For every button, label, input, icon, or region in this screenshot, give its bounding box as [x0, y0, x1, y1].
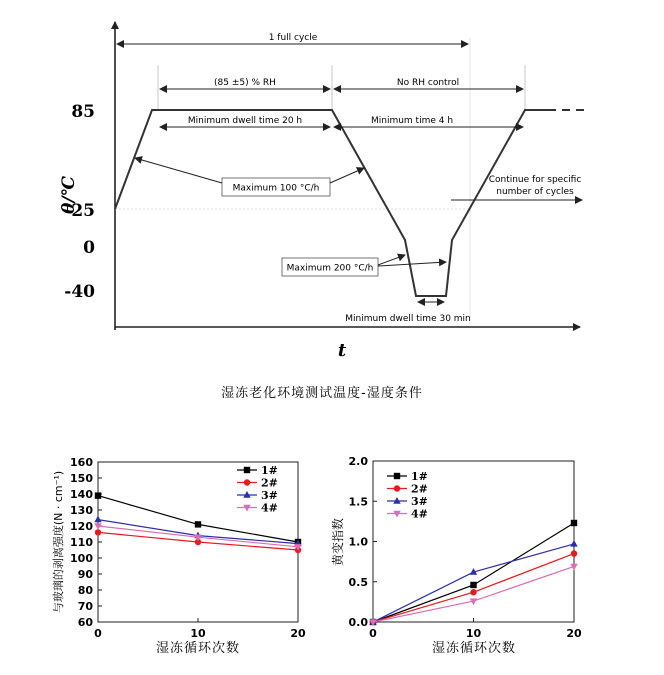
continue-label-2: number of cycles [496, 187, 574, 197]
legend-swatch-marker [394, 485, 400, 491]
y-tick-label: 130 [70, 504, 93, 517]
legend-swatch-marker [393, 497, 400, 504]
y-tick-label: 60 [77, 616, 93, 629]
data-point-2 [95, 529, 101, 535]
legend-swatch-marker [244, 479, 250, 485]
rate-100-arrow-left [135, 158, 222, 183]
data-point-1 [571, 520, 577, 526]
legend-label: 3# [261, 489, 278, 502]
x-tick-label: 0 [94, 627, 102, 640]
y-tick-label: 70 [77, 600, 93, 613]
dwell-4h-label: Minimum time 4 h [370, 116, 454, 126]
full-cycle-label: 1 full cycle [268, 33, 318, 43]
legend-swatch-marker [243, 505, 250, 512]
y-tick-label: 150 [70, 472, 93, 485]
chart-xlabel: 湿冻循环次数 [155, 641, 241, 656]
y-tick-label: 1.5 [348, 495, 368, 509]
rate-200-arrow-left [378, 255, 405, 265]
rate-200-label: Maximum 200 °C/h [286, 263, 374, 274]
x-tick-label: 0 [369, 627, 377, 640]
rate-200-arrow-right [378, 262, 446, 266]
legend-label: 3# [411, 495, 428, 508]
data-point-2 [470, 589, 476, 595]
chart-ylabel: 与玻璃的剥离强度(N · cm⁻¹) [52, 470, 65, 614]
rate-100-label: Maximum 100 °C/h [232, 183, 320, 194]
y-tick-label: 160 [70, 456, 93, 469]
legend-label: 4# [411, 507, 428, 521]
cycle-ytick-0: 0 [83, 238, 95, 258]
x-tick-label: 20 [290, 627, 306, 640]
cycle-diagram [59, 22, 590, 361]
y-tick-label: 90 [77, 568, 93, 581]
y-tick-label: 0.0 [348, 616, 368, 629]
rate-100-arrow-right [330, 168, 364, 183]
legend-label: 4# [261, 501, 278, 515]
data-point-3 [570, 540, 577, 547]
legend-label: 1# [261, 464, 278, 477]
y-tick-label: 140 [70, 488, 93, 501]
y-tick-label: 100 [70, 552, 93, 565]
dwell-30min-label: Minimum dwell time 30 min [345, 314, 471, 324]
chart-xlabel: 湿冻循环次数 [431, 641, 517, 656]
x-tick-label: 20 [566, 627, 582, 640]
legend-label: 2# [261, 476, 278, 490]
chart-yellowness-index [330, 455, 582, 656]
legend-label: 1# [411, 470, 428, 483]
y-tick-label: 0.5 [348, 575, 368, 589]
data-point-1 [95, 492, 101, 498]
cycle-x-label: t [337, 340, 347, 361]
cycle-ytick-neg40: -40 [64, 282, 95, 302]
data-point-1 [470, 582, 476, 588]
x-tick-label: 10 [190, 627, 206, 640]
legend-swatch-marker [394, 473, 400, 479]
legend-swatch-marker [243, 491, 250, 498]
x-tick-label: 10 [465, 627, 482, 640]
y-tick-label: 120 [70, 520, 93, 533]
cycle-y-label: θ/℃ [59, 176, 79, 214]
y-tick-label: 2.0 [348, 455, 368, 468]
legend-swatch-marker [393, 511, 400, 518]
cycle-ytick-85: 85 [71, 102, 95, 122]
legend-label: 2# [411, 482, 428, 496]
chart-peel-strength [51, 456, 306, 656]
rh-band-label: (85 ±5) % RH [214, 78, 276, 88]
continue-label-1: Continue for specific [488, 175, 582, 185]
no-rh-label: No RH control [396, 78, 460, 88]
legend-swatch-marker [244, 467, 250, 473]
y-tick-label: 110 [70, 536, 93, 549]
cycle-ytick-25: 25 [71, 201, 95, 221]
figure-caption: 湿冻老化环境测试温度-湿度条件 [221, 386, 423, 401]
y-tick-label: 80 [77, 584, 93, 597]
data-point-1 [195, 521, 201, 527]
y-tick-label: 1.0 [348, 535, 368, 549]
dwell-20h-label: Minimum dwell time 20 h [187, 116, 303, 126]
data-point-3 [94, 516, 101, 523]
chart-ylabel: 黄变指数 [331, 517, 345, 567]
data-point-2 [571, 550, 577, 556]
